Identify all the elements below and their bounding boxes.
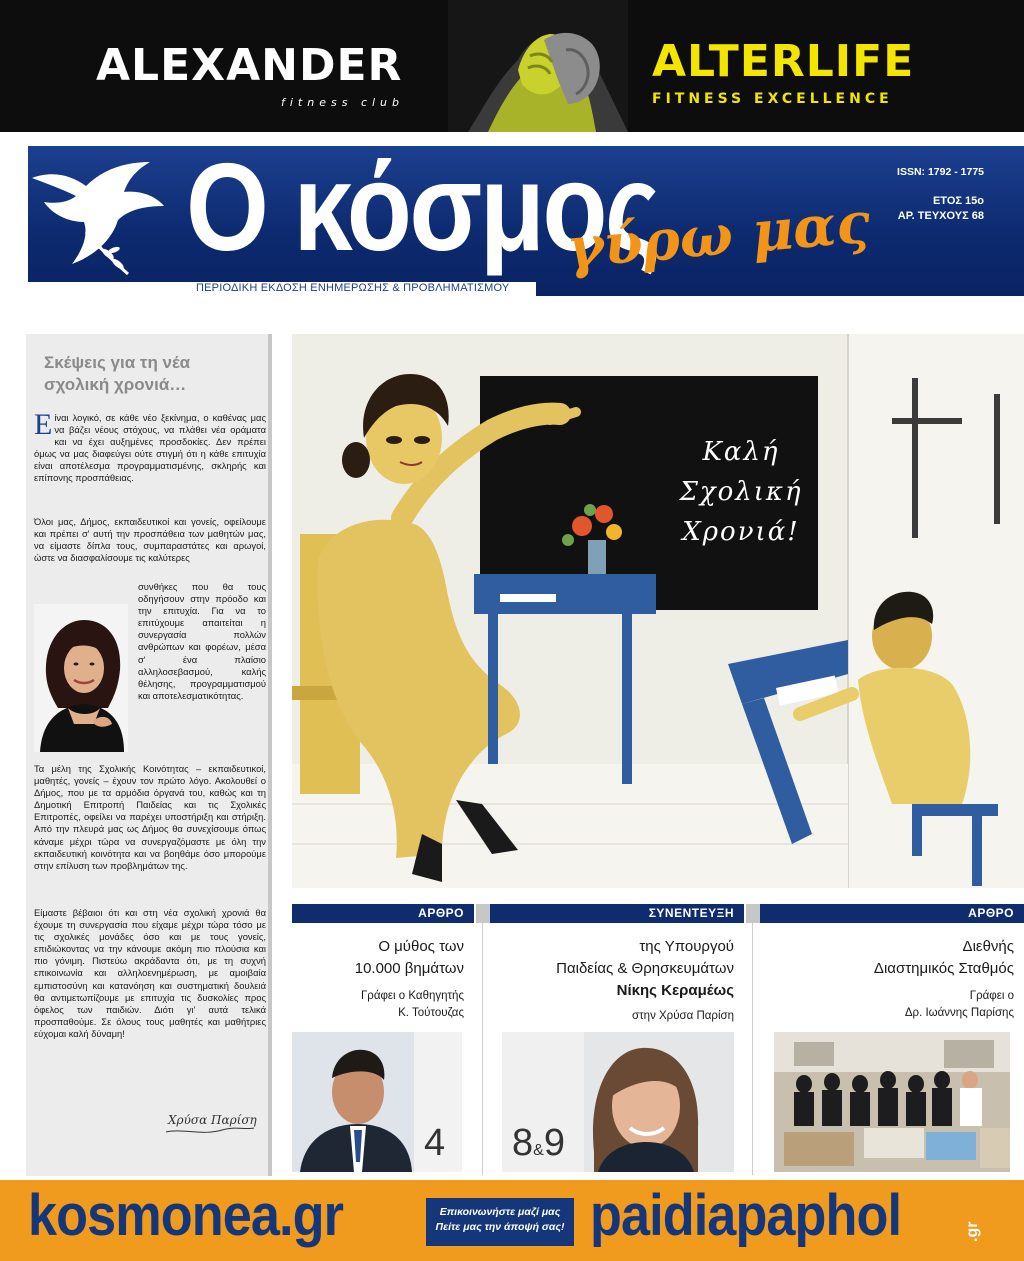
headline-line-3: Νίκης Κεραμέως (616, 982, 734, 999)
author-signature (162, 1102, 258, 1142)
category-label: ΑΡΘΡΟ (418, 906, 464, 920)
headline-line-2: 10.000 βημάτων (354, 960, 464, 977)
byline-line-2: Δρ. Ιωάννης Παρίσης (904, 1007, 1014, 1019)
kosmonea-link[interactable]: kosmonea.gr (28, 1183, 343, 1248)
editorial-column (26, 334, 270, 1176)
editorial-paragraph-4: Τα μέλη της Σχολικής Κοινότητας – εκπαιδευτικοί, μαθητές, γονείς – έχουν τον πρώτο λόγο. Ακολουθεί ο Δήμος, που με τα αρμόδια όργανά του, καθώς και τη Δημοτική Επιτροπή Παιδείας και τις Σχολικές Επιτροπές, οφείλει να παρέχει υποστήριξη και στήριξη. Από την πλευρά μας ως Δήμος θα συνεχίσουμε όπως κάναμε μέχρι τώρα να συνεργαζόμαστε με όλη την εκπαιδευτική κοινότητα και να βοηθάμε όσο μπορούμε στην επίλυση των προβλημάτων της. (34, 763, 266, 871)
page-number: 4 (424, 1122, 446, 1164)
page-number (512, 1122, 565, 1165)
alexander-logo-subtitle: fitness club (281, 96, 404, 109)
greeting-line-1: Καλή (702, 437, 780, 467)
page-number-a: 8 (512, 1122, 534, 1164)
teaser-headline (556, 936, 734, 1002)
category-bar (292, 904, 474, 923)
category-label: ΣΥΝΕΝΤΕΥΞΗ (648, 906, 734, 920)
svg-text:Χρύσα Παρίση: Χρύσα Παρίση (168, 1113, 257, 1127)
teaser-headline (355, 936, 464, 980)
teaser-byline (632, 1008, 734, 1025)
editorial-divider (268, 334, 272, 1176)
teaser-byline (905, 988, 1014, 1022)
paidiapaphol-link[interactable]: paidiapaphol (590, 1183, 902, 1248)
category-separator (476, 904, 490, 923)
masthead-title-script: γύρω μας (564, 189, 873, 282)
masthead (0, 132, 1024, 328)
top-ad-banner (0, 0, 1024, 132)
author-portrait (34, 604, 128, 752)
editorial-paragraph-2: Όλοι μας, Δήμος, εκπαιδευτικοί και γονείς, οφείλουμε και πρέπει σ' αυτή την προσπάθεια των μαθητών μας, να είμαστε δίπλα τους, συμπαραστάτες και αρωγοί, ώστε να διασφαλίσουμε τις καλύτερες (34, 516, 266, 564)
category-bar (490, 904, 744, 923)
issue-number: ΑΡ. ΤΕΥΧΟΥΣ 68 (897, 210, 984, 222)
byline-line-1: Γράφει ο (969, 990, 1014, 1002)
alexander-logo-title: ALEXANDER (96, 40, 403, 91)
teaser-article-iss[interactable] (760, 904, 1024, 1178)
category-separator (746, 904, 760, 923)
headline-line-1: της Υπουργού (639, 938, 734, 955)
editorial-paragraph-3: συνθήκες που θα τους οδηγήσουν στην πρόοδο και την επιτυχία. Για να το επιτύχουμε απαιτείται η συνεργασία πολλών ανθρώπων και φορέων, μέσα σ' ένα πλαίσιο αλληλοσεβασμού, καλής θέλησης, προγραμματισμού και αποτελεσματικότητας. (138, 581, 266, 701)
cover-illustration (292, 334, 1024, 888)
teaser-interview[interactable] (490, 904, 744, 1178)
contact-line-1: Επικοινωνήστε μαζί μας (439, 1206, 561, 1218)
headline-line-2: Παιδείας & Θρησκευμάτων (556, 960, 734, 977)
alterlife-logo-subtitle: FITNESS EXCELLENCE (652, 91, 893, 107)
editorial-paragraph-1 (34, 408, 266, 485)
dove-logo-icon (24, 140, 174, 290)
editorial-title: Σκέψεις για τη νέα σχολική χρονιά… (44, 353, 191, 394)
teaser-article-steps[interactable] (292, 904, 474, 1178)
byline-line-1: Γράφει ο Καθηγητής (360, 990, 464, 1002)
teaser-byline (361, 988, 464, 1022)
issue-year: ΕΤΟΣ 15ο (932, 195, 984, 207)
teaser-photo (774, 1032, 1010, 1172)
category-label: ΑΡΘΡΟ (968, 906, 1014, 920)
handshake-image (448, 0, 628, 132)
issue-info (880, 194, 984, 224)
masthead-subtitle: ΠΕΡΙΟΔΙΚΗ ΕΚΔΟΣΗ ΕΝΗΜΕΡΩΣΗΣ & ΠΡΟΒΛΗΜΑΤΙΣΜΟΥ (196, 282, 510, 294)
greeting-line-3: Χρονιά! (682, 517, 800, 547)
headline-line-2: Διαστημικός Σταθμός (873, 960, 1014, 977)
teaser-divider (482, 923, 483, 1175)
alterlife-logo-title: ALTERLIFE (652, 36, 915, 87)
byline-line-1: στην Χρύσα Παρίση (632, 1010, 734, 1022)
headline-line-1: Ο μύθος των (378, 938, 464, 955)
masthead-title: Ο κόσμος (186, 139, 658, 277)
greeting-line-2: Σχολική (679, 477, 803, 507)
editorial-dropcap: Ε (34, 408, 53, 441)
headline-line-1: Διεθνής (962, 938, 1014, 955)
contact-line-2: Πείτε μας την άποψή σας! (435, 1221, 565, 1233)
teaser-divider (752, 923, 753, 1175)
page-number-b: 9 (543, 1122, 565, 1164)
paidiapaphol-tld: .gr (964, 1221, 981, 1242)
issn-number: ISSN: 1792 - 1775 (897, 166, 984, 178)
editorial-paragraph-5: Είμαστε βέβαιοι ότι και στη νέα σχολική χρονιά θα έχουμε τη συνεργασία που είχαμε μέχρι τώρα τόσο με τις σχολικές μονάδες όσο και με τους γονείς, επιδιώκοντας να την κάνουμε ακόμη πιο πλούσια και πιο γόνιμη. Πιστεύω ακράδαντα ότι, με τη συχνή επικοινωνία και αλληλοενημέρωση, με αμοιβαία εμπιστοσύνη και κατανόηση και συστηματική δουλειά θα αντιμετωπίζουμε με επιτυχία τις δυσκολίες προς όφελος των παιδιών. Διότι γι' αυτά τελικά προσπαθούμε. Σε όλους τους μαθητές και μαθήτριες εύχομαι καλή δύναμη! (34, 907, 266, 1039)
alterlife-logo[interactable] (652, 36, 972, 116)
teaser-headline (874, 936, 1014, 980)
footer-banner (0, 1180, 1024, 1261)
byline-line-2: Κ. Τούτουζας (398, 1007, 464, 1019)
page-number-amp: & (533, 1142, 544, 1159)
alexander-logo[interactable] (96, 40, 416, 110)
editorial-p1-text: ίναι λογικό, σε κάθε νέο ξεκίνημα, ο καθένας μας να βάζει νέους στόχους, να πλάθει νέα οράματα και να έχει αυξημένες προσδοκίες. Δεν πρέπει όμως να μας διαφεύγει ούτε στιγμή ότι η κάθε επιτυχία είναι αποτέλεσμα προγραμματισμένης, σκληρής και επίπονης προσπάθειας. (34, 412, 266, 484)
greeting-text (656, 432, 826, 552)
category-bar (760, 904, 1024, 923)
contact-box[interactable] (426, 1198, 574, 1246)
